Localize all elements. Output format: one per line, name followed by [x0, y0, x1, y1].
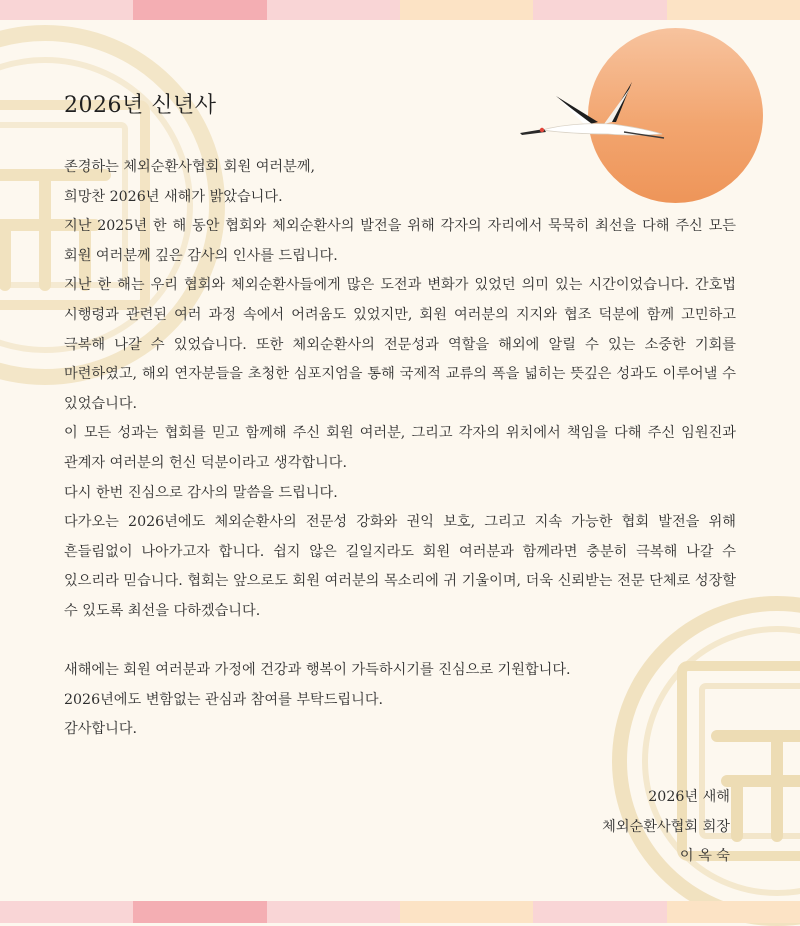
- closing-line: 새해에는 회원 여러분과 가정에 건강과 행복이 가득하시기를 진심으로 기원합니다.: [64, 662, 571, 679]
- crane-bird-illustration: [512, 78, 667, 150]
- greeting-line: 희망찬 2026년 새해가 밝았습니다.: [64, 188, 283, 205]
- signature-name: 이 옥 숙: [679, 848, 730, 865]
- signature-organization: 체외순환사협회 회장: [602, 818, 730, 835]
- letter-paragraph: 다가오는 2026년에도 체외순환사의 전문성 강화와 권익 보호, 그리고 지속 가능한 협회 발전을 위해 흔들림없이 나아가고자 합니다. 쉽지 않은 길일지라도 회원 여러분과 함께라면 충분히 극복해 나갈 수 있으리라 믿습니다. 협회는 앞으로도 회원 여러분의 목소리에 귀 기울이며, 더욱 신뢰받는 전문 단체로 성장할 수 있도록 최선을 다하겠습니다.: [64, 514, 736, 619]
- letter-paragraph: 지난 2025년 한 해 동안 협회와 체외순환사의 발전을 위해 각자의 자리에서 묵묵히 최선을 다해 주신 모든 회원 여러분께 깊은 감사의 인사를 드립니다.: [64, 218, 736, 264]
- closing-line: 2026년에도 변함없는 관심과 참여를 부탁드립니다.: [64, 691, 384, 708]
- greeting-line: 존경하는 체외순환사협회 회원 여러분께,: [64, 159, 316, 175]
- top-decorative-stripe: [0, 0, 800, 20]
- signature-date: 2026년 새해: [648, 789, 730, 805]
- letter-paragraph: 다시 한번 진심으로 감사의 말씀을 드립니다.: [64, 484, 338, 501]
- letter-paragraph: 이 모든 성과는 협회를 믿고 함께해 주신 회원 여러분, 그리고 각자의 위치에서 책임을 다해 주신 임원진과 관계자 여러분의 헌신 덕분이라고 생각합니다.: [64, 425, 736, 471]
- closing-line: 감사합니다.: [64, 721, 138, 738]
- page-title: 2026년 신년사: [64, 93, 217, 118]
- paragraph-spacer: [64, 627, 736, 657]
- bottom-decorative-stripe: [0, 901, 800, 923]
- letter-body: [64, 153, 736, 745]
- letter-paragraph: 지난 한 해는 우리 협회와 체외순환사들에게 많은 도전과 변화가 있었던 의미 있는 시간이었습니다. 간호법 시행령과 관련된 여러 과정 속에서 어려움도 있었지만, 회원 여러분의 지지와 협조 덕분에 함께 고민하고 극복해 나갈 수 있었습니다. 또한 체외순환사의 전문성과 역할을 해외에 알릴 수 있는 소중한 기회를 마련하였고, 해외 연자분들을 초청한 심포지엄을 통해 국제적 교류의 폭을 넓히는 뜻깊은 성과도 이루어낼 수 있었습니다.: [64, 277, 736, 412]
- signature-block: [602, 783, 730, 872]
